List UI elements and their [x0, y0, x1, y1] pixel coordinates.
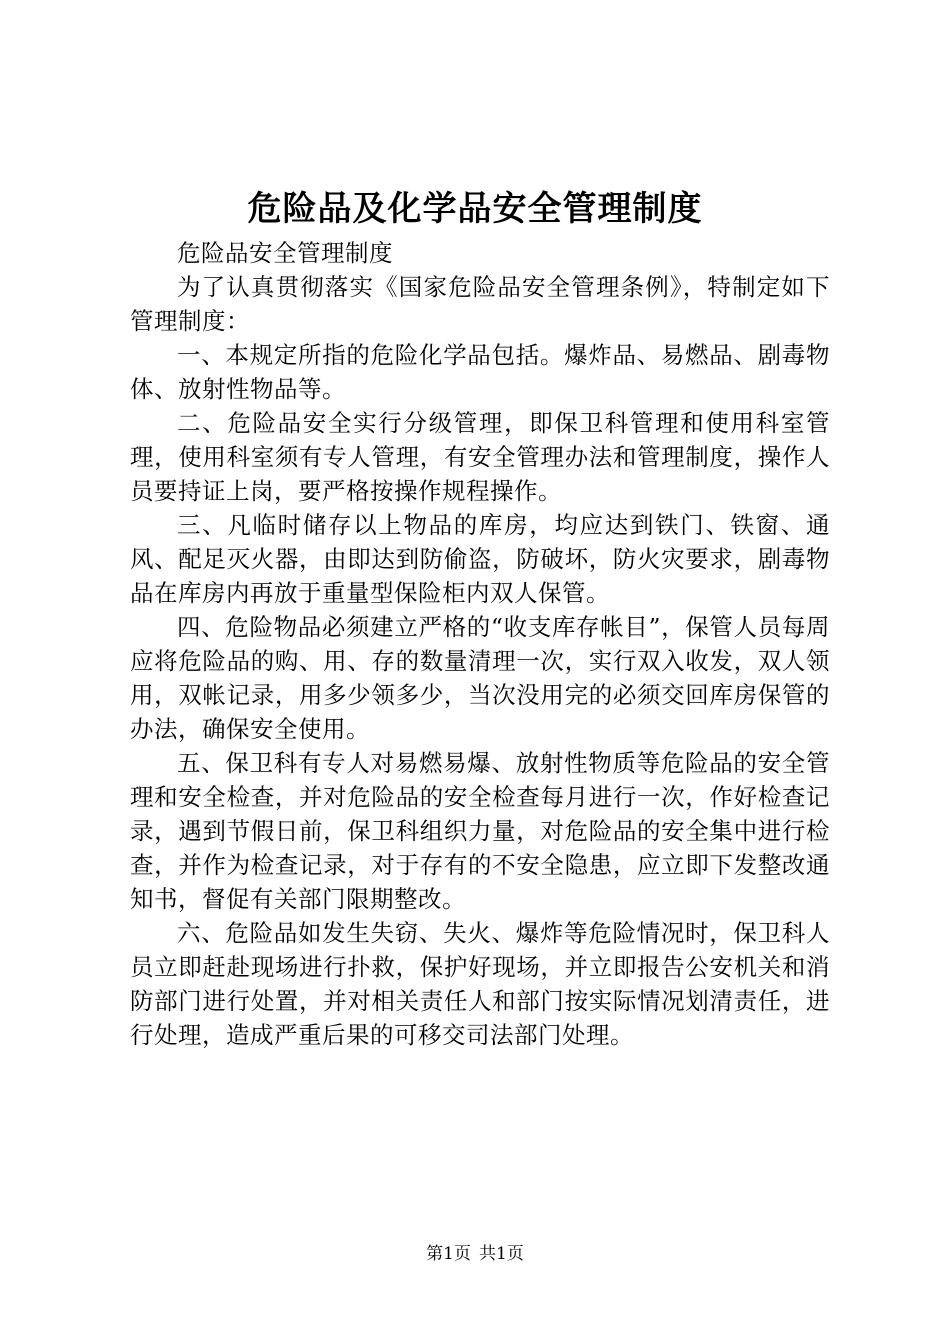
paragraph-clause-6: 六、危险品如发生失窃、失火、爆炸等危险情况时，保卫科人员立即赶赴现场进行扑救，保护好现场，并立即报告公安机关和消防部门进行处置，并对相关责任人和部门按实际情况划清责任，进行处理，造成严重后果的可移交司法部门处理。 [130, 919, 830, 1049]
page-number: 第1页 [426, 1244, 471, 1264]
page-total: 共1页 [479, 1244, 524, 1264]
paragraph-clause-1: 一、本规定所指的危险化学品包括。爆炸品、易燃品、剧毒物体、放射性物品等。 [130, 341, 830, 403]
paragraph-subtitle: 危险品安全管理制度 [177, 239, 393, 267]
paragraph-clause-2: 二、危险品安全实行分级管理，即保卫科管理和使用科室管理，使用科室须有专人管理，有安全管理办法和管理制度，操作人员要持证上岗，要严格按操作规程操作。 [130, 409, 830, 505]
document-title: 危险品及化学品安全管理制度 [247, 189, 703, 229]
page-footer [0, 1242, 950, 1266]
paragraph-clause-3: 三、凡临时储存以上物品的库房，均应达到铁门、铁窗、通风、配足灭火器，由即达到防偷盗，防破坏，防火灾要求，剧毒物品在库房内再放于重量型保险柜内双人保管。 [130, 511, 830, 607]
paragraph-clause-4: 四、危险物品必须建立严格的“收支库存帐目”，保管人员每周应将危险品的购、用、存的数量清理一次，实行双入收发，双人领用，双帐记录，用多少领多少，当次没用完的必须交回库房保管的办法，确保安全使用。 [130, 613, 830, 743]
paragraph-clause-5: 五、保卫科有专人对易燃易爆、放射性物质等危险品的安全管理和安全检查，并对危险品的安全检查每月进行一次，作好检查记录，遇到节假日前，保卫科组织力量，对危险品的安全集中进行检查，并作为检查记录，对于存有的不安全隐患，应立即下发整改通知书，督促有关部门限期整改。 [130, 749, 830, 913]
paragraph-intro: 为了认真贯彻落实《国家危险品安全管理条例》，特制定如下管理制度： [130, 273, 830, 335]
document-body [130, 236, 830, 1052]
